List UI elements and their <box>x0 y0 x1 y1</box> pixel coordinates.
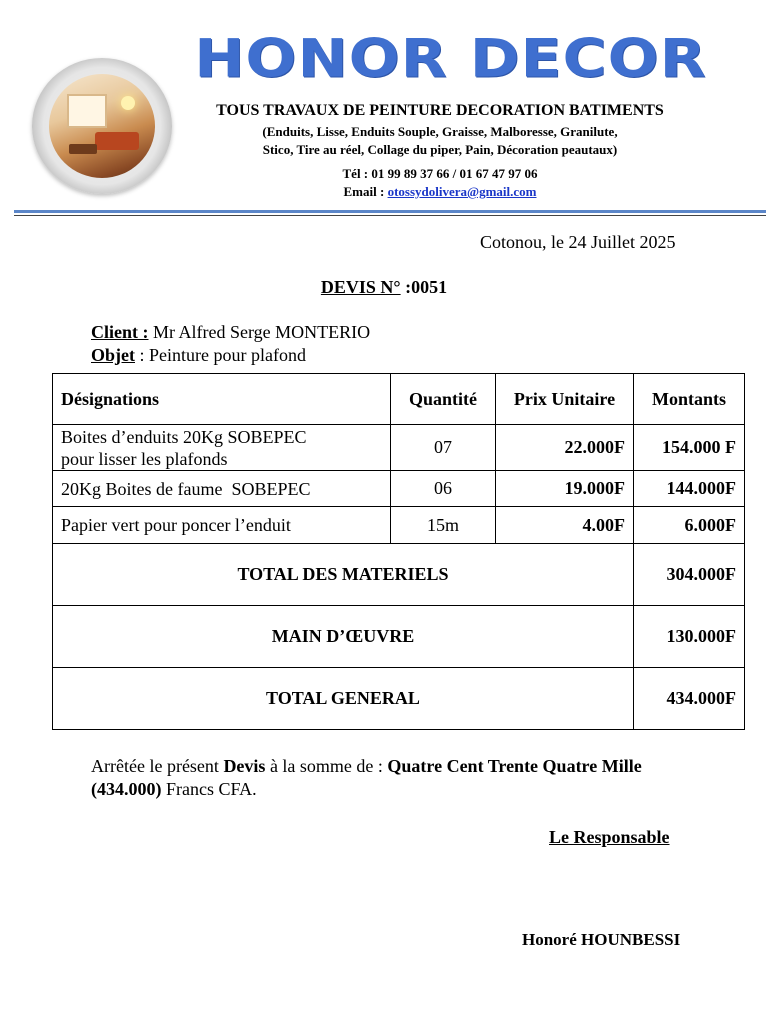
closing-text-2: Devis <box>223 756 266 776</box>
header-unit-price: Prix Unitaire <box>496 374 634 425</box>
labor-row <box>53 606 745 668</box>
services-list <box>160 123 720 159</box>
closing-text-5: Francs CFA. <box>161 779 257 799</box>
objet-label: Objet <box>91 345 135 365</box>
services-line-2: Stico, Tire au réel, Collage du piper, Pain, Décoration peautaux) <box>262 142 618 157</box>
email-line <box>160 183 720 201</box>
table-row <box>53 425 745 471</box>
closing-amount-words: Quatre Cent Trente Quatre Mille (434.000) <box>91 756 642 799</box>
labor-label: MAIN D’ŒUVRE <box>53 606 634 668</box>
closing-statement <box>91 755 711 801</box>
table-header-row <box>53 374 745 425</box>
total-materials-row <box>53 544 745 606</box>
cell-unit-price: 4.00F <box>496 507 634 544</box>
company-logo <box>32 58 172 194</box>
client-label <box>91 322 149 342</box>
document-date: Cotonou, le 24 Juillet 2025 <box>480 232 676 252</box>
company-tagline: TOUS TRAVAUX DE PEINTURE DECORATION BATIMENTS <box>216 102 664 119</box>
header-designation: Désignations <box>53 374 391 425</box>
cell-designation: Papier vert pour poncer l’enduit <box>53 507 391 544</box>
email-label: Email : <box>343 184 388 199</box>
cell-quantity: 07 <box>391 425 496 471</box>
grand-total-row <box>53 668 745 730</box>
devis-number: :0051 <box>400 277 448 297</box>
header-quantity: Quantité <box>391 374 496 425</box>
services-line-1: (Enduits, Lisse, Enduits Souple, Graisse, Malboresse, Granilute, <box>262 124 618 139</box>
quote-table <box>52 373 745 730</box>
cell-amount: 144.000F <box>634 471 745 507</box>
objet-line <box>91 345 306 366</box>
cell-quantity: 06 <box>391 471 496 507</box>
devis-title-label: DEVIS N° <box>320 277 401 297</box>
cell-unit-price: 22.000F <box>496 425 634 471</box>
brand-name: HONOR DECOR <box>194 28 707 90</box>
total-materials-value: 304.000F <box>634 544 745 606</box>
labor-value: 130.000F <box>634 606 745 668</box>
responsible-label: Le Responsable <box>549 827 670 847</box>
logo-interior-image <box>49 74 155 178</box>
grand-total-label: TOTAL GENERAL <box>53 668 634 730</box>
designation-line-1: Boites d’enduits 20Kg SOBEPEC <box>61 426 307 447</box>
cell-unit-price: 19.000F <box>496 471 634 507</box>
cell-designation: 20Kg Boites de faume SOBEPEC <box>53 471 391 507</box>
client-name: Mr Alfred Serge MONTERIO <box>148 322 371 342</box>
total-materials-label: TOTAL DES MATERIELS <box>53 544 634 606</box>
objet-value: : Peinture pour plafond <box>135 345 306 365</box>
closing-text-3: à la somme de : <box>265 756 388 776</box>
header-rule-dark <box>14 215 766 216</box>
header-rule-blue <box>14 210 766 213</box>
grand-total-value: 434.000F <box>634 668 745 730</box>
cell-quantity: 15m <box>391 507 496 544</box>
client-label-text: Client : <box>91 322 149 342</box>
cell-amount: 6.000F <box>634 507 745 544</box>
devis-title <box>0 277 768 298</box>
client-line <box>91 322 370 343</box>
table-row <box>53 507 745 544</box>
designation-line-2: pour lisser les plafonds <box>61 448 228 469</box>
signer-name: Honoré HOUNBESSI <box>522 930 681 949</box>
closing-text-1: Arrêtée le présent <box>91 756 224 776</box>
header-amount: Montants <box>634 374 745 425</box>
cell-designation <box>53 425 391 471</box>
phone-numbers: Tél : 01 99 89 37 66 / 01 67 47 97 06 <box>342 166 538 181</box>
table-row <box>53 471 745 507</box>
cell-amount: 154.000 F <box>634 425 745 471</box>
email-link[interactable]: otossydolivera@gmail.com <box>387 184 537 199</box>
